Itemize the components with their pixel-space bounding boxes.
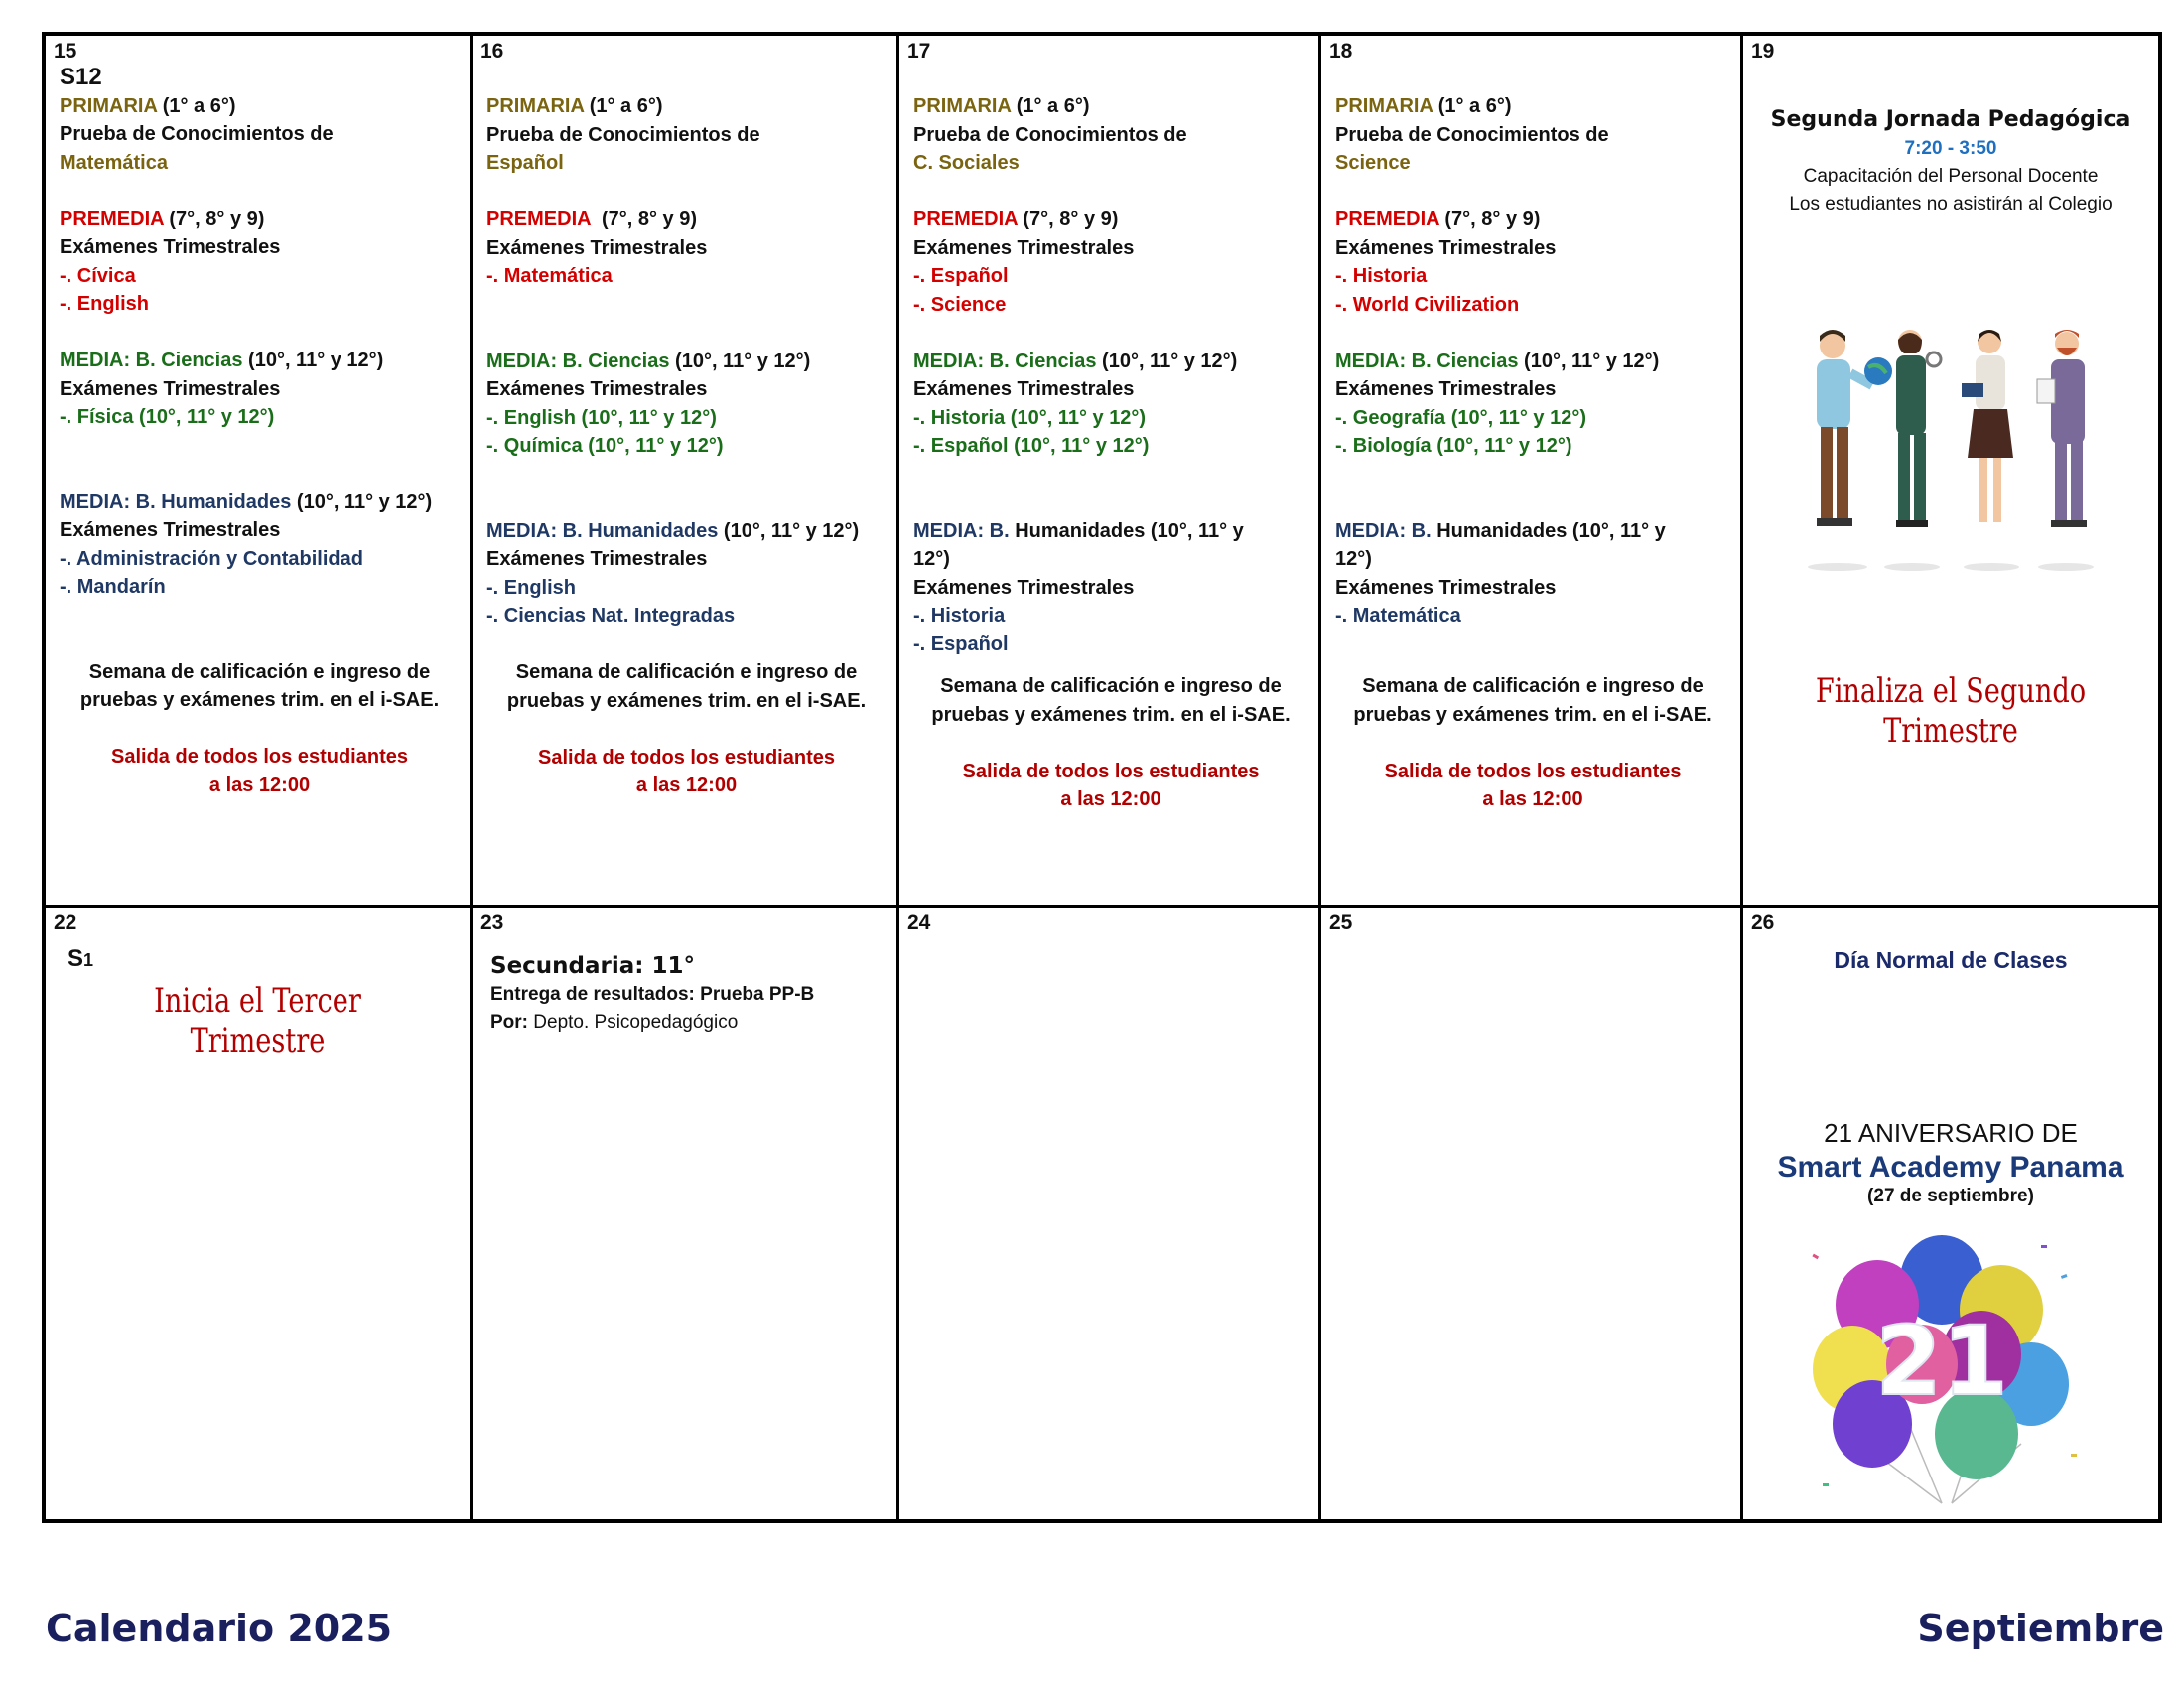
grades-text-cont: 12°): [913, 548, 950, 570]
jornada-time: 7:20 - 3:50: [1904, 138, 1997, 159]
school-name: Smart Academy Panama: [1777, 1151, 2124, 1184]
exam-item: -. Español (10°, 11° y 12°): [913, 435, 1150, 457]
premedia-label: PREMEDIA: [913, 209, 1018, 230]
footer-calendar-title: Calendario 2025: [46, 1607, 393, 1650]
week-number: 1: [83, 950, 94, 970]
semana-note: Semana de calificación e ingreso de: [1362, 675, 1704, 697]
exams-label: Exámenes Trimestrales: [913, 378, 1135, 400]
exam-item: -. Mandarín: [60, 576, 166, 598]
premedia-label: PREMEDIA: [60, 208, 164, 230]
day-number: 15: [54, 40, 77, 63]
day-number: 19: [1751, 40, 1775, 63]
premedia-label: PREMEDIA: [486, 209, 591, 230]
day-content: [486, 77, 887, 800]
day-content: [60, 64, 460, 799]
exam-item: -. English (10°, 11° y 12°): [486, 406, 717, 429]
humanidades-label: MEDIA: B. Humanidades: [60, 491, 292, 513]
day-number: 25: [1329, 912, 1353, 934]
secundaria-title: Secundaria: 11°: [490, 953, 695, 979]
day-number: 24: [907, 912, 931, 934]
aniv-text: 21 ANIVERSARIO DE: [1824, 1118, 2078, 1148]
aniv-date: (27 de septiembre): [1867, 1186, 2034, 1206]
exam-item: -. English: [60, 293, 149, 315]
test-label: Prueba de Conocimientos de: [60, 123, 334, 145]
exams-label: Exámenes Trimestrales: [60, 236, 281, 258]
finaliza-banner: [1743, 671, 2158, 751]
exam-item: -. Física (10°, 11° y 12°): [60, 406, 275, 428]
por-value: Depto. Psicopedagógico: [528, 1012, 739, 1033]
exams-label: Exámenes Trimestrales: [913, 236, 1135, 259]
semana-note: pruebas y exámenes trim. en el i-SAE.: [506, 689, 867, 712]
day-cell-16[interactable]: [473, 36, 899, 908]
exam-item: -. Historia: [1335, 265, 1428, 287]
exams-label: Exámenes Trimestrales: [60, 377, 281, 400]
semana-note: pruebas y exámenes trim. en el i-SAE.: [931, 703, 1291, 726]
exam-item: -. Science: [913, 293, 1007, 316]
day-cell-17[interactable]: [899, 36, 1321, 908]
exam-item: -. English: [486, 576, 576, 599]
exams-label: Exámenes Trimestrales: [60, 519, 281, 541]
inicia-banner: [46, 981, 470, 1060]
grades-text: Humanidades (10°, 11° y: [1431, 519, 1666, 542]
salida-note: Salida de todos los estudiantes: [1384, 760, 1682, 782]
exam-item: -. Español: [913, 265, 1009, 287]
ciencias-label: MEDIA: B. Ciencias: [1335, 350, 1519, 372]
footer-month: Septiembre: [1917, 1607, 2164, 1650]
calendar-grid: [42, 32, 2162, 1523]
day-content: [913, 77, 1308, 814]
jornada-line: Los estudiantes no asistirán al Colegio: [1789, 194, 2113, 214]
day-content: [1743, 947, 2158, 974]
exam-item: -. Ciencias Nat. Integradas: [486, 605, 736, 627]
grades-text: (10°, 11° y 12°): [242, 350, 384, 371]
test-subject: Español: [486, 152, 564, 174]
exam-item: -. Historia (10°, 11° y 12°): [913, 406, 1147, 429]
exams-label: Exámenes Trimestrales: [486, 236, 708, 259]
primaria-label: PRIMARIA: [486, 95, 585, 117]
grades-text: (7°, 8° y 9): [163, 208, 265, 230]
salida-time: a las 12:00: [1482, 788, 1583, 810]
exam-item: -. World Civilization: [1335, 293, 1520, 316]
test-subject: Matemática: [60, 151, 168, 174]
jornada-line: Capacitación del Personal Docente: [1803, 166, 2099, 187]
day-number: 23: [480, 912, 504, 934]
salida-note: Salida de todos los estudiantes: [962, 760, 1260, 782]
exams-label: Exámenes Trimestrales: [486, 378, 708, 400]
day-cell-26[interactable]: [1743, 908, 2158, 1519]
test-label: Prueba de Conocimientos de: [913, 123, 1187, 146]
grades-text: (10°, 11° y 12°): [1096, 350, 1238, 372]
day-content: [490, 951, 814, 1037]
exam-item: -. Biología (10°, 11° y 12°): [1335, 435, 1572, 457]
grades-text: (1° a 6°): [1433, 95, 1512, 117]
exams-label: Exámenes Trimestrales: [1335, 576, 1557, 599]
balloons-illustration: [1803, 1235, 2091, 1513]
finaliza-text: Finaliza el Segundo Trimestre: [1815, 671, 2087, 751]
grades-text: (10°, 11° y 12°): [669, 350, 811, 372]
test-subject: C. Sociales: [913, 152, 1020, 174]
grades-text: (10°, 11° y 12°): [1518, 350, 1660, 372]
premedia-label: PREMEDIA: [1335, 209, 1439, 230]
grades-text: (7°, 8° y 9): [1438, 209, 1541, 230]
grades-text: (7°, 8° y 9): [1017, 209, 1119, 230]
grades-text: (7°, 8° y 9): [590, 209, 697, 230]
salida-time: a las 12:00: [635, 774, 738, 796]
primaria-label: PRIMARIA: [60, 94, 158, 117]
exam-item: -. Química (10°, 11° y 12°): [486, 435, 724, 457]
grades-text: (10°, 11° y 12°): [291, 491, 433, 513]
day-cell-19[interactable]: [1743, 36, 2158, 908]
exams-label: Exámenes Trimestrales: [486, 548, 708, 570]
grades-text: (1° a 6°): [584, 95, 663, 117]
entrega-text: Entrega de resultados: Prueba PP-B: [490, 984, 815, 1005]
grades-text: Humanidades (10°, 11° y: [1009, 519, 1244, 542]
week-label: S12: [60, 64, 102, 90]
week-letter: S: [68, 945, 84, 972]
grades-text: (1° a 6°): [1011, 95, 1090, 117]
humanidades-label: MEDIA: B. Humanidades: [486, 519, 719, 542]
test-subject: Science: [1335, 152, 1411, 174]
day-number: 22: [54, 912, 77, 934]
ciencias-label: MEDIA: B. Ciencias: [60, 350, 243, 371]
day-cell-25[interactable]: [1321, 908, 1743, 1519]
por-label: Por:: [490, 1012, 528, 1033]
grades-text: (10°, 11° y 12°): [718, 519, 860, 542]
jornada-title: Segunda Jornada Pedagógica: [1770, 107, 2131, 132]
day-cell-23[interactable]: [473, 908, 899, 1519]
grades-text-cont: 12°): [1335, 548, 1372, 570]
salida-time: a las 12:00: [1060, 788, 1161, 810]
inicia-text: Inicia el Tercer Trimestre: [154, 981, 361, 1060]
test-label: Prueba de Conocimientos de: [1335, 123, 1609, 146]
day-cell-22[interactable]: [46, 908, 473, 1519]
exam-item: -. Geografía (10°, 11° y 12°): [1335, 406, 1586, 429]
exam-item: -. Cívica: [60, 264, 136, 287]
test-label: Prueba de Conocimientos de: [486, 123, 760, 146]
exams-label: Exámenes Trimestrales: [1335, 378, 1557, 400]
ciencias-label: MEDIA: B. Ciencias: [486, 350, 670, 372]
semana-note: pruebas y exámenes trim. en el i-SAE.: [1353, 703, 1712, 726]
semana-note: pruebas y exámenes trim. en el i-SAE.: [79, 689, 440, 711]
salida-note: Salida de todos los estudiantes: [111, 746, 408, 768]
primaria-label: PRIMARIA: [1335, 95, 1433, 117]
day-number: 17: [907, 40, 931, 63]
exam-item: -. Historia: [913, 605, 1006, 627]
ciencias-label: MEDIA: B. Ciencias: [913, 350, 1097, 372]
day-number: 18: [1329, 40, 1353, 63]
salida-time: a las 12:00: [208, 774, 311, 796]
exam-item: -. Administración y Contabilidad: [60, 547, 363, 570]
grades-text: (1° a 6°): [157, 94, 236, 117]
semana-note: Semana de calificación e ingreso de: [88, 660, 431, 683]
semana-note: Semana de calificación e ingreso de: [515, 661, 858, 683]
day-content: [1753, 105, 2148, 218]
exams-label: Exámenes Trimestrales: [913, 576, 1135, 599]
day-cell-15[interactable]: [46, 36, 473, 908]
exam-item: -. Matemática: [1335, 605, 1461, 627]
humanidades-label: MEDIA: B.: [1335, 519, 1432, 542]
week-label: [68, 945, 93, 973]
exams-label: Exámenes Trimestrales: [1335, 236, 1557, 259]
day-cell-24[interactable]: [899, 908, 1321, 1519]
normal-text: Día Normal de Clases: [1834, 947, 2068, 973]
balloon-number: 21: [1875, 1306, 2008, 1417]
exam-item: -. Matemática: [486, 265, 613, 287]
day-number: 26: [1751, 912, 1775, 934]
primaria-label: PRIMARIA: [913, 95, 1012, 117]
semana-note: Semana de calificación e ingreso de: [940, 675, 1282, 697]
teachers-illustration: [1793, 324, 2120, 572]
day-number: 16: [480, 40, 504, 63]
day-content: [1335, 77, 1730, 814]
exam-item: -. Español: [913, 633, 1009, 655]
humanidades-label: MEDIA: B.: [913, 519, 1010, 542]
salida-note: Salida de todos los estudiantes: [538, 746, 835, 769]
day-cell-18[interactable]: [1321, 36, 1743, 908]
aniversario-block: [1743, 1116, 2158, 1207]
